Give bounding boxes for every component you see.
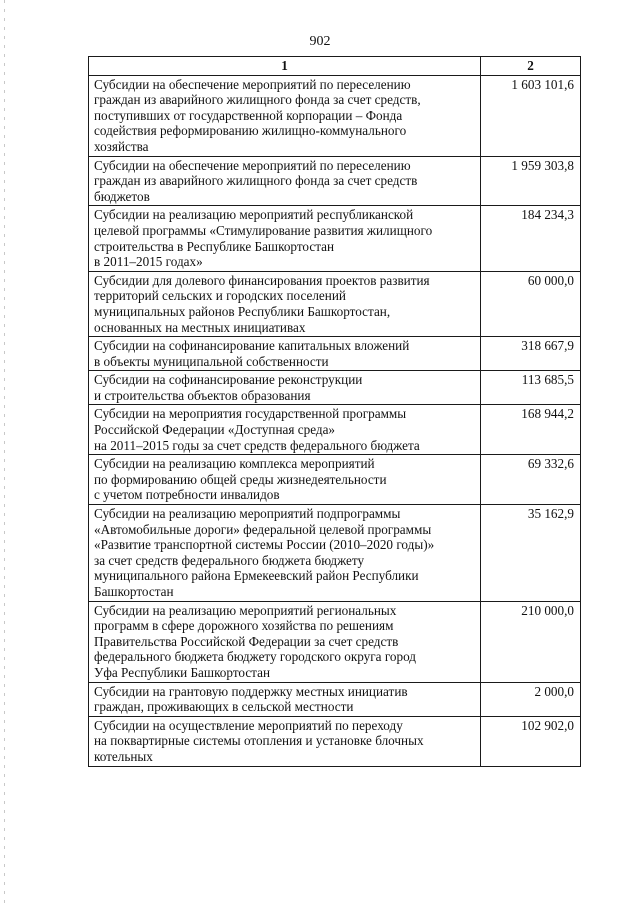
description-line: Субсидии на реализацию мероприятий региональных	[94, 602, 397, 618]
description-line: целевой программы «Стимулирование развития жилищного	[94, 222, 433, 238]
description-line: Субсидии на обеспечение мероприятий по переселению	[94, 157, 411, 173]
description-line: Субсидии на осуществление мероприятий по переходу	[94, 717, 403, 733]
table-row	[89, 405, 581, 455]
row-amount: 2 000,0	[481, 682, 581, 716]
description-line: Российской Федерации «Доступная среда»	[94, 422, 336, 438]
description-line: и строительства объектов образования	[94, 387, 311, 403]
description-line: в 2011–2015 годах»	[94, 254, 203, 270]
description-line: граждан из аварийного жилищного фонда за счет средств,	[94, 92, 421, 108]
description-line: с учетом потребности инвалидов	[94, 487, 280, 503]
description-line: на поквартирные системы отопления и установке блочных	[94, 733, 424, 749]
table-row	[89, 156, 581, 206]
row-amount: 102 902,0	[481, 716, 581, 766]
description-line: поступивших от государственной корпорации – Фонда	[94, 107, 403, 123]
description-line: Субсидии на реализацию мероприятий подпрограммы	[94, 506, 401, 522]
table-row	[89, 716, 581, 766]
row-amount: 113 685,5	[481, 371, 581, 405]
description-line: Субсидии на софинансирование реконструкции	[94, 372, 363, 388]
description-line: муниципального района Ермекеевский район Республики	[94, 568, 419, 584]
description-line: «Автомобильные дороги» федеральной целевой программы	[94, 521, 432, 537]
row-description	[89, 405, 481, 455]
table-header-row	[89, 57, 581, 76]
row-description	[89, 716, 481, 766]
description-line: содействия реформированию жилищно-коммунального	[94, 123, 407, 139]
row-description	[89, 601, 481, 682]
description-line: хозяйства	[94, 138, 149, 154]
row-description	[89, 455, 481, 505]
description-line: муниципальных районов Республики Башкортостан,	[94, 303, 391, 319]
table-row	[89, 206, 581, 271]
description-line: Субсидии на реализацию комплекса мероприятий	[94, 456, 375, 472]
table-row	[89, 505, 581, 602]
row-description	[89, 682, 481, 716]
row-amount: 184 234,3	[481, 206, 581, 271]
row-description	[89, 371, 481, 405]
table-row	[89, 601, 581, 682]
column-header-amount: 2	[481, 57, 581, 76]
page-number: 902	[309, 34, 331, 49]
description-line: федерального бюджета бюджету городского округа город	[94, 649, 417, 665]
table-row	[89, 371, 581, 405]
description-line: Субсидии на грантовую поддержку местных инициатив	[94, 683, 408, 699]
description-line: на 2011–2015 годы за счет средств федерального бюджета	[94, 437, 420, 453]
description-line: программ в сфере дорожного хозяйства по решениям	[94, 618, 394, 634]
row-amount: 1 959 303,8	[481, 156, 581, 206]
description-line: «Развитие транспортной системы России (2010–2020 годы)»	[94, 537, 435, 553]
row-description	[89, 271, 481, 336]
row-description	[89, 337, 481, 371]
description-line: территорий сельских и городских поселений	[94, 288, 346, 304]
scan-edge-mark	[4, 0, 5, 905]
description-line: Субсидии на мероприятия государственной программы	[94, 406, 407, 422]
row-amount: 318 667,9	[481, 337, 581, 371]
description-line: Правительства Российской Федерации за счет средств	[94, 633, 399, 649]
row-amount: 35 162,9	[481, 505, 581, 602]
row-amount: 60 000,0	[481, 271, 581, 336]
description-line: бюджетов	[94, 188, 150, 204]
table-row	[89, 337, 581, 371]
description-line: граждан из аварийного жилищного фонда за счет средств	[94, 173, 418, 189]
description-line: в объекты муниципальной собственности	[94, 353, 329, 369]
row-amount: 168 944,2	[481, 405, 581, 455]
description-line: Субсидии на реализацию мероприятий республиканской	[94, 207, 414, 223]
description-line: котельных	[94, 748, 153, 764]
description-line: Субсидии на обеспечение мероприятий по переселению	[94, 76, 411, 92]
description-line: строительства в Республике Башкортостан	[94, 238, 335, 254]
description-line: Уфа Республики Башкортостан	[94, 664, 271, 680]
row-description	[89, 206, 481, 271]
row-amount: 69 332,6	[481, 455, 581, 505]
description-line: Субсидии на софинансирование капитальных вложений	[94, 338, 410, 354]
table-row	[89, 75, 581, 156]
description-line: за счет средств федерального бюджета бюджету	[94, 552, 365, 568]
description-line: Субсидии для долевого финансирования проектов развития	[94, 272, 430, 288]
table-row	[89, 271, 581, 336]
row-description	[89, 156, 481, 206]
table-row	[89, 682, 581, 716]
description-line: граждан, проживающих в сельской местности	[94, 699, 354, 715]
column-header-description: 1	[89, 57, 481, 76]
subsidies-table	[88, 56, 581, 767]
description-line: Башкортостан	[94, 584, 174, 599]
table-body	[89, 75, 581, 766]
row-amount: 210 000,0	[481, 601, 581, 682]
row-amount: 1 603 101,6	[481, 75, 581, 156]
description-line: основанных на местных инициативах	[94, 319, 306, 335]
row-description	[89, 505, 481, 602]
row-description	[89, 75, 481, 156]
table-row	[89, 455, 581, 505]
description-line: по формированию общей среды жизнедеятельности	[94, 471, 387, 487]
